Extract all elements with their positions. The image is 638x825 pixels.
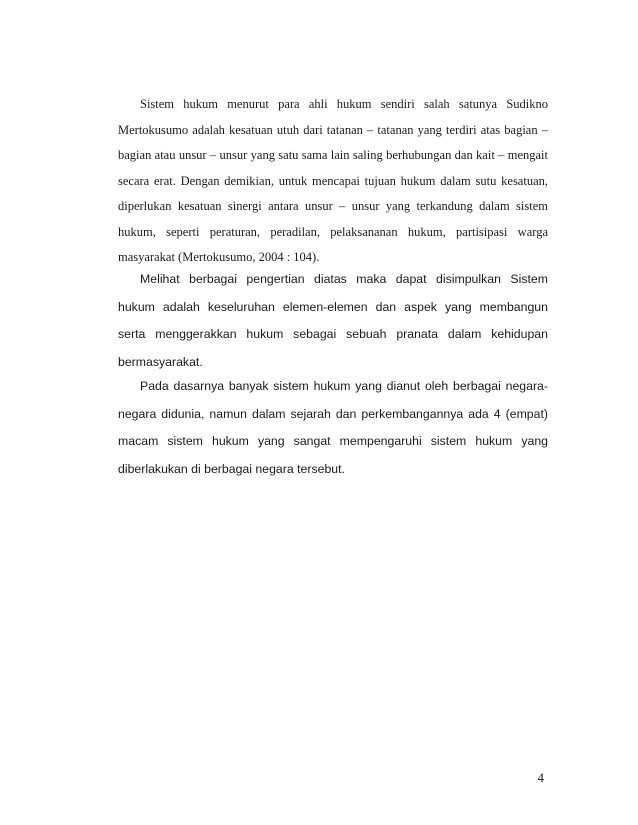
paragraph-line: secara erat. Dengan demikian, untuk mencapai tujuan hukum dalam sutu kesatuan, bbox=[118, 173, 548, 188]
page-number: 4 bbox=[537, 770, 544, 785]
paragraph-line: hukum adalah keseluruhan elemen-elemen dan aspek yang membangun bbox=[118, 299, 548, 314]
paragraph-line: bermasyarakat. bbox=[118, 354, 203, 369]
paragraph-line: Mertokusumo adalah kesatuan utuh dari tatanan – tatanan yang terdiri atas bagian – bbox=[118, 122, 548, 137]
paragraph-conclusion bbox=[118, 266, 548, 376]
paragraph-line: serta menggerakkan hukum sebagai sebuah pranata dalam kehidupan bbox=[118, 327, 548, 342]
paragraph-line: Melihat berbagai pengertian diatas maka dapat disimpulkan Sistem bbox=[140, 272, 548, 286]
paragraph-line: bagian atau unsur – unsur yang satu sama lain saling berhubungan dan kait – mengait bbox=[118, 148, 548, 162]
paragraph-line: Sistem hukum menurut para ahli hukum sendiri salah satunya Sudikno bbox=[140, 97, 548, 111]
paragraph-line: negara didunia, namun dalam sejarah dan perkembangannya ada 4 (empat) bbox=[118, 406, 548, 421]
paragraph-line: macam sistem hukum yang sangat mempengaruhi sistem hukum yang bbox=[118, 434, 548, 449]
paragraph-line: Pada dasarnya banyak sistem hukum yang dianut oleh berbagai negara- bbox=[140, 379, 548, 393]
paragraph-sistem-hukum-definition bbox=[118, 92, 548, 271]
paragraph-legal-systems-intro bbox=[118, 373, 548, 483]
paragraph-line: hukum, seperti peraturan, peradilan, pelaksananan hukum, partisipasi warga bbox=[118, 224, 548, 239]
paragraph-line: diberlakukan di berbagai negara tersebut. bbox=[118, 461, 345, 476]
paragraph-line: diperlukan kesatuan sinergi antara unsur – unsur yang terkandung dalam sistem bbox=[118, 199, 548, 213]
paragraph-line: masyarakat (Mertokusumo, 2004 : 104). bbox=[118, 250, 320, 264]
